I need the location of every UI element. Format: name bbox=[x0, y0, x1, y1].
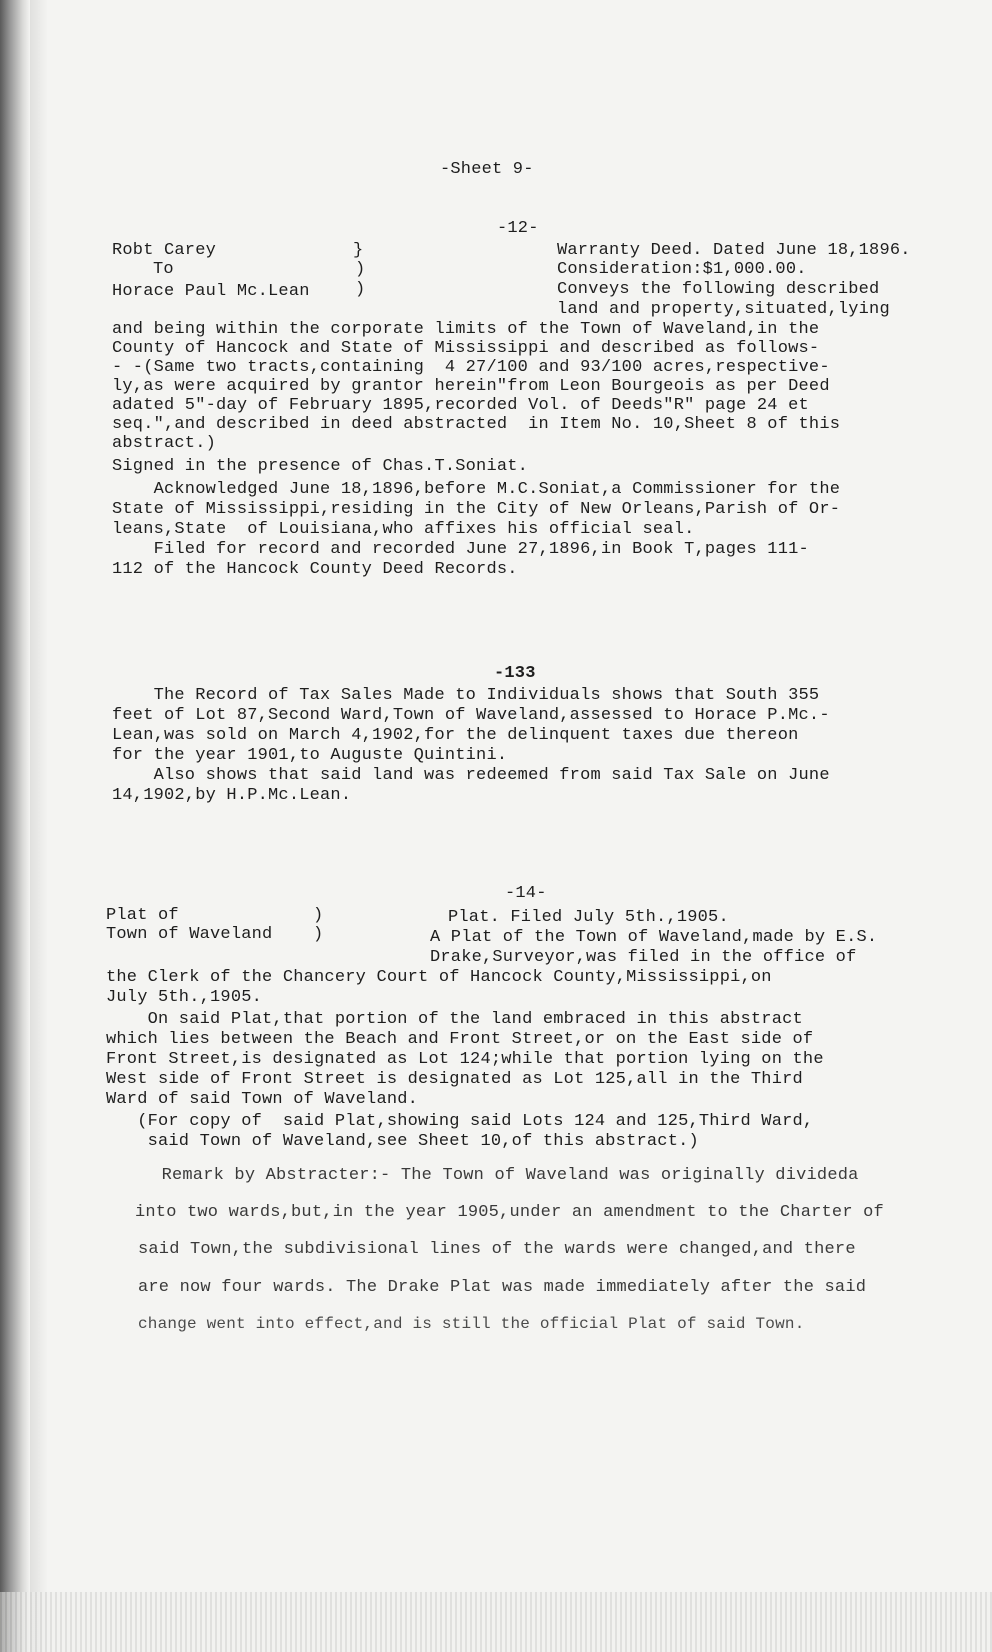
item-12-body-line: seq.",and described in deed abstracted in Item No. 10,Sheet 8 of this bbox=[112, 415, 841, 434]
item-13-body-line: 14,1902,by H.P.Mc.Lean. bbox=[112, 786, 352, 805]
item-14-remark-line: into two wards,but,in the year 1905,under an amendment to the Charter of bbox=[135, 1203, 884, 1222]
item-13-body-line: Lean,was sold on March 4,1902,for the delinquent taxes due thereon bbox=[112, 726, 799, 745]
item-13-body-line: Also shows that said land was redeemed from said Tax Sale on June bbox=[112, 766, 830, 785]
item-12-brace-1: } bbox=[353, 241, 364, 260]
item-14-right-line: A Plat of the Town of Waveland,made by E.S. bbox=[430, 928, 878, 947]
item-14-remark-line: are now four wards. The Drake Plat was made immediately after the said bbox=[138, 1278, 867, 1297]
item-14-body-line: On said Plat,that portion of the land embraced in this abstract bbox=[106, 1010, 803, 1029]
item-12-body-line: ly,as were acquired by grantor herein"from Leon Bourgeois as per Deed bbox=[112, 377, 830, 396]
item-12-grantor: Robt Carey bbox=[112, 241, 217, 260]
item-12-body-line: and being within the corporate limits of the Town of Waveland,in the bbox=[112, 320, 820, 339]
item-12-body-line: - -(Same two tracts,containing 4 27/100 and 93/100 acres,respective- bbox=[112, 358, 830, 377]
item-12-right-line: Consideration:$1,000.00. bbox=[557, 260, 807, 279]
item-14-right-line: Plat. Filed July 5th.,1905. bbox=[448, 908, 729, 927]
item-14-remark-line: change went into effect,and is still the official Plat of said Town. bbox=[138, 1315, 805, 1333]
item-12-body-line: Filed for record and recorded June 27,1896,in Book T,pages 111- bbox=[112, 540, 809, 559]
item-12-body-line: adated 5"-day of February 1895,recorded Vol. of Deeds"R" page 24 et bbox=[112, 396, 809, 415]
item-14-body-line: said Town of Waveland,see Sheet 10,of this abstract.) bbox=[106, 1132, 699, 1151]
item-12-body-line: County of Hancock and State of Mississippi and described as follows- bbox=[112, 339, 820, 358]
scan-left-edge bbox=[0, 0, 30, 1652]
item-12-body-line: Signed in the presence of Chas.T.Soniat. bbox=[112, 457, 529, 476]
item-12-to: To bbox=[153, 260, 174, 279]
item-12-body-line: State of Mississippi,residing in the City of New Orleans,Parish of Or- bbox=[112, 500, 841, 519]
item-12-number: -12- bbox=[497, 219, 539, 238]
scan-bottom-edge bbox=[0, 1592, 992, 1652]
item-14-body-line: which lies between the Beach and Front Street,or on the East side of bbox=[106, 1030, 814, 1049]
item-14-body-line: the Clerk of the Chancery Court of Hancock County,Mississippi,on bbox=[106, 968, 772, 987]
item-14-left-line: Plat of bbox=[106, 906, 179, 925]
item-12-right-line: Warranty Deed. Dated June 18,1896. bbox=[557, 241, 911, 260]
item-14-remark-line: said Town,the subdivisional lines of the wards were changed,and there bbox=[138, 1240, 856, 1259]
item-14-body-line: Ward of said Town of Waveland. bbox=[106, 1090, 419, 1109]
item-14-body-line: West side of Front Street is designated as Lot 125,all in the Third bbox=[106, 1070, 803, 1089]
scan-left-shadow bbox=[30, 0, 48, 1652]
item-14-left-line: Town of Waveland bbox=[106, 925, 273, 944]
item-14-body-line: (For copy of said Plat,showing said Lots 124 and 125,Third Ward, bbox=[106, 1112, 814, 1131]
item-12-body-line: Acknowledged June 18,1896,before M.C.Soniat,a Commissioner for the bbox=[112, 480, 841, 499]
sheet-header: -Sheet 9- bbox=[440, 160, 534, 179]
item-13-body-line: for the year 1901,to Auguste Quintini. bbox=[112, 746, 508, 765]
item-12-brace-3: ) bbox=[355, 280, 366, 299]
item-14-body-line: Front Street,is designated as Lot 124;while that portion lying on the bbox=[106, 1050, 824, 1069]
item-12-body-line: leans,State of Louisiana,who affixes his official seal. bbox=[112, 520, 695, 539]
item-12-right-line: land and property,situated,lying bbox=[557, 300, 890, 319]
item-14-right-line: Drake,Surveyor,was filed in the office of bbox=[430, 948, 857, 967]
item-14-remark-line: Remark by Abstracter:- The Town of Waveland was originally divideda bbox=[120, 1166, 859, 1185]
item-14-number: -14- bbox=[505, 884, 547, 903]
item-14-body-line: July 5th.,1905. bbox=[106, 988, 263, 1007]
item-14-brace-1: ) bbox=[313, 906, 324, 925]
item-12-brace-2: ) bbox=[355, 260, 366, 279]
item-13-body-line: feet of Lot 87,Second Ward,Town of Waveland,assessed to Horace P.Mc.- bbox=[112, 706, 830, 725]
item-12-body-line: 112 of the Hancock County Deed Records. bbox=[112, 560, 518, 579]
item-14-brace-2: ) bbox=[313, 925, 324, 944]
item-12-grantee: Horace Paul Mc.Lean bbox=[112, 282, 310, 301]
item-13-body-line: The Record of Tax Sales Made to Individuals shows that South 355 bbox=[112, 686, 820, 705]
item-12-body-line: abstract.) bbox=[112, 434, 217, 453]
item-12-right-line: Conveys the following described bbox=[557, 280, 880, 299]
item-13-number: -133 bbox=[494, 664, 536, 683]
